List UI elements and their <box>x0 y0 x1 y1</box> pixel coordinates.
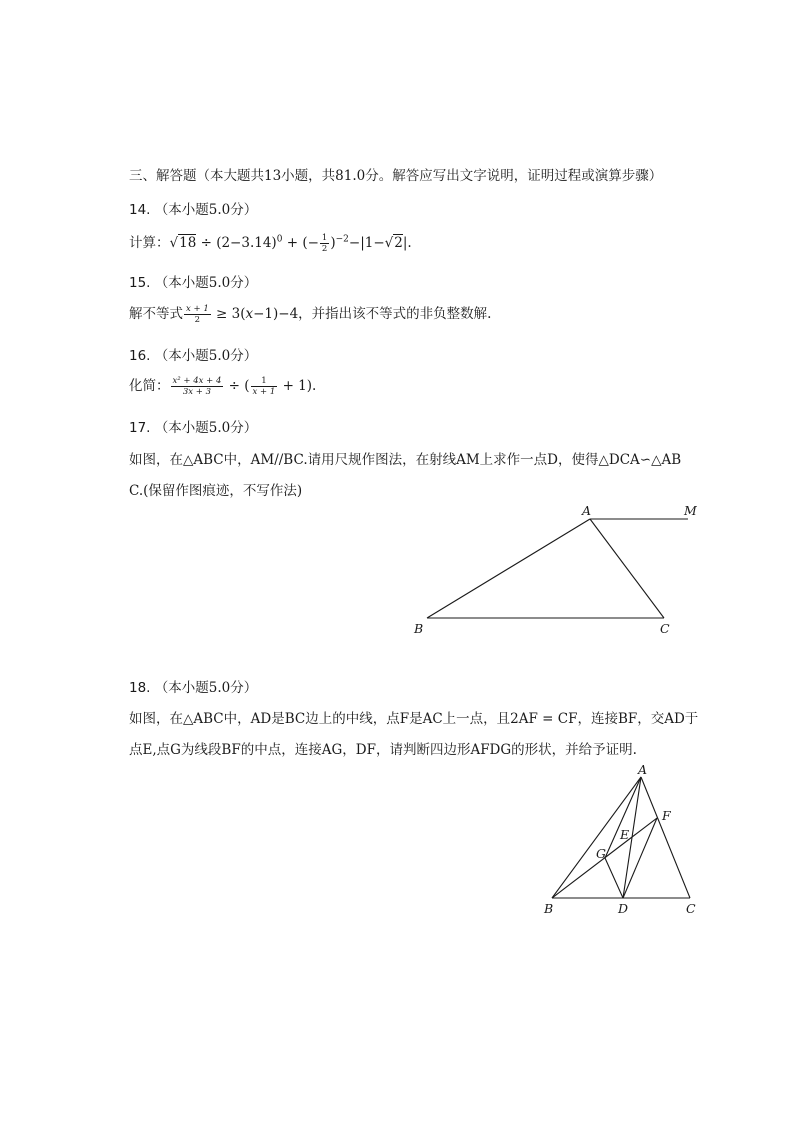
q15-frac-num: x + 1 <box>186 304 209 314</box>
q14-sqrt2: 2 <box>394 235 403 251</box>
q15-frac-den: 2 <box>194 315 201 325</box>
q18-number: 18. <box>129 680 151 696</box>
q18-text-line2: 点E,点G为线段BF的中点，连接AG，DF，请判断四边形AFDG的形状，并给予证明. <box>129 742 637 758</box>
q17-label-c: C <box>660 621 670 636</box>
q16-number: 16. <box>129 348 151 364</box>
q16-score: （本小题5.0分） <box>154 348 258 364</box>
q18-header <box>129 676 257 696</box>
q15-fraction <box>184 304 211 325</box>
q18-score: （本小题5.0分） <box>154 680 258 696</box>
q14-fraction <box>320 233 329 254</box>
sqrt-icon: √ <box>384 235 394 251</box>
q15-x: x <box>245 306 254 322</box>
q18-segment-bf <box>552 818 657 898</box>
section-header: 三、解答题（本大题共13小题，共81.0分。解答应写出文字说明，证明过程或演算步骤） <box>129 168 663 184</box>
q14-part5: |. <box>402 235 412 251</box>
q14-exp0: 0 <box>276 234 283 245</box>
q16-expression <box>129 374 316 397</box>
q17-header <box>129 416 257 436</box>
q14-header <box>129 198 257 218</box>
q14-prefix: 计算： <box>129 235 170 251</box>
q15-expression <box>129 302 491 325</box>
q14-frac-den: 2 <box>321 244 328 254</box>
q16-prefix: 化简： <box>129 378 170 394</box>
q17-text-line1: 如图，在△ABC中，AM//BC.请用尺规作图法，在射线AM上求作一点D，使得△DCA∽△AB <box>129 452 682 468</box>
q15-tail: −1)−4，并指出该不等式的非负整数解. <box>253 306 492 322</box>
q14-frac-num: 1 <box>321 233 328 243</box>
q18-segment-ab <box>552 777 641 898</box>
q14-number: 14. <box>129 202 151 218</box>
q17-number: 17. <box>129 420 151 436</box>
q14-exp-neg2: −2 <box>335 234 349 245</box>
q18-label-d: D <box>618 901 629 916</box>
q16-fraction2 <box>251 376 278 397</box>
q17-label-a: A <box>582 503 592 518</box>
q18-label-a: A <box>638 762 648 777</box>
q15-header <box>129 271 257 291</box>
q18-label-b: B <box>544 901 554 916</box>
q16-f1-num: x² + 4x + 4 <box>172 376 222 386</box>
q17-text-line2: C.(保留作图痕迹，不写作法) <box>129 483 303 499</box>
q16-f2-den: x + 1 <box>252 387 276 397</box>
q18-label-g: G <box>596 846 606 861</box>
q14-part2: + (− <box>282 235 319 251</box>
q14-score: （本小题5.0分） <box>154 202 258 218</box>
q18-segment-gd <box>605 858 623 898</box>
q15-prefix: 解不等式 <box>129 306 183 322</box>
q17-score: （本小题5.0分） <box>154 420 258 436</box>
q15-score: （本小题5.0分） <box>154 275 258 291</box>
q18-segment-ac <box>641 777 690 898</box>
q15-number: 15. <box>129 275 151 291</box>
q18-segment-ag <box>605 777 641 858</box>
q18-segment-ad <box>623 777 641 898</box>
q14-part4: −|1− <box>348 235 385 251</box>
q16-header <box>129 344 257 364</box>
q16-f2-num: 1 <box>251 376 278 387</box>
q17-segment-ab <box>427 519 590 618</box>
q17-segment-ac <box>590 519 664 618</box>
q18-label-f: F <box>662 808 671 823</box>
q14-part3: ) <box>330 235 336 251</box>
q18-label-c: C <box>686 901 696 916</box>
q16-mid: ÷ ( <box>224 378 250 394</box>
q16-fraction1 <box>171 376 224 397</box>
sqrt-icon: √ <box>169 235 179 251</box>
q14-expression <box>129 231 412 254</box>
q17-label-b: B <box>414 621 424 636</box>
q16-tail: + 1). <box>278 378 317 394</box>
q17-label-m: M <box>684 503 697 518</box>
q18-label-e: E <box>620 827 630 842</box>
q18-segment-df <box>623 818 657 898</box>
q15-ineq: ≥ 3( <box>211 306 246 322</box>
q14-part1: ÷ (2−3.14) <box>196 235 277 251</box>
q18-text-line1: 如图，在△ABC中，AD是BC边上的中线，点F是AC上一点，且2AF = CF，连接BF，交AD于 <box>129 711 699 727</box>
q14-sqrt-arg: 18 <box>179 235 197 251</box>
q16-f1-den: 3x + 3 <box>182 387 211 397</box>
